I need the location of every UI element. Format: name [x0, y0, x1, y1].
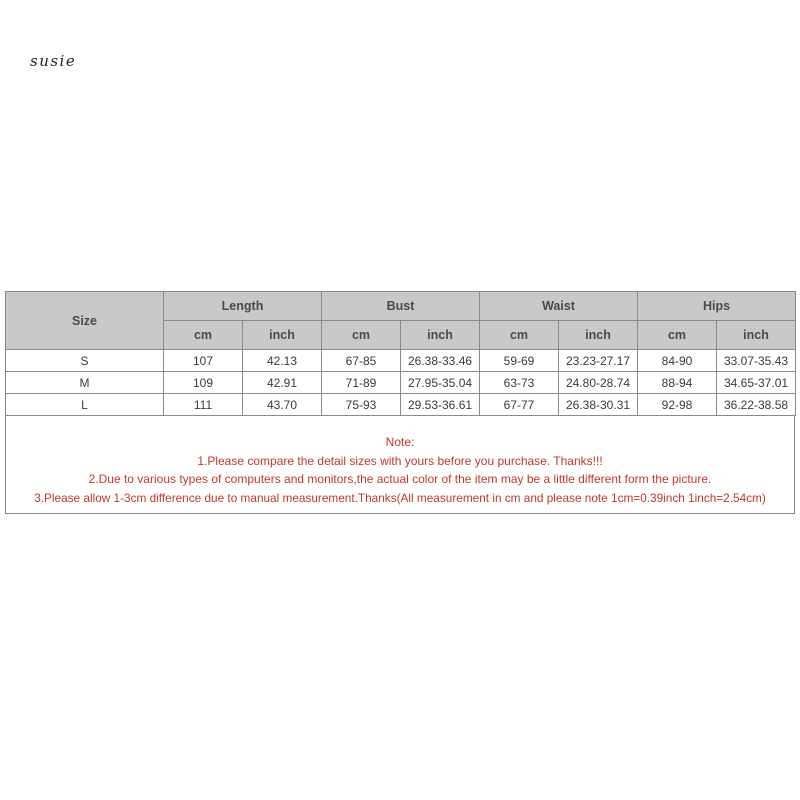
table-cell: 75-93	[322, 394, 401, 416]
table-cell: 71-89	[322, 372, 401, 394]
unit-header: inch	[559, 321, 638, 350]
unit-header: inch	[401, 321, 480, 350]
table-cell: 109	[164, 372, 243, 394]
unit-header: cm	[638, 321, 717, 350]
table-cell: 26.38-33.46	[401, 350, 480, 372]
table-cell: 33.07-35.43	[717, 350, 796, 372]
size-label-cell: L	[6, 394, 164, 416]
table-cell: 63-73	[480, 372, 559, 394]
table-cell: 111	[164, 394, 243, 416]
table-cell: 67-85	[322, 350, 401, 372]
unit-header: inch	[717, 321, 796, 350]
bust-header: Bust	[322, 292, 480, 321]
unit-header: cm	[480, 321, 559, 350]
brand-watermark: susie	[30, 52, 77, 70]
size-label-cell: S	[6, 350, 164, 372]
table-cell: 26.38-30.31	[559, 394, 638, 416]
table-cell: 59-69	[480, 350, 559, 372]
size-chart	[5, 291, 795, 514]
size-column-header: Size	[6, 292, 164, 350]
table-row	[6, 350, 796, 372]
table-cell: 42.91	[243, 372, 322, 394]
table-cell: 23.23-27.17	[559, 350, 638, 372]
size-label-cell: M	[6, 372, 164, 394]
note-line: 1.Please compare the detail sizes with yours before you purchase. Thanks!!!	[197, 453, 603, 468]
table-row	[6, 394, 796, 416]
note-line: 3.Please allow 1-3cm difference due to manual measurement.Thanks(All measurement in cm and please note 1cm=0.39inch 1inch=2.54cm)	[34, 490, 766, 505]
table-cell: 42.13	[243, 350, 322, 372]
waist-header: Waist	[480, 292, 638, 321]
group-header-row	[6, 292, 796, 321]
size-table	[5, 291, 796, 416]
table-cell: 43.70	[243, 394, 322, 416]
notes-section	[5, 416, 795, 514]
note-title: Note:	[385, 435, 415, 449]
table-cell: 107	[164, 350, 243, 372]
unit-header: cm	[322, 321, 401, 350]
table-cell: 92-98	[638, 394, 717, 416]
table-cell: 34.65-37.01	[717, 372, 796, 394]
table-cell: 27.95-35.04	[401, 372, 480, 394]
unit-header: inch	[243, 321, 322, 350]
note-line: 2.Due to various types of computers and monitors,the actual color of the item may be a little different form the picture.	[88, 472, 712, 486]
table-cell: 67-77	[480, 394, 559, 416]
table-cell: 84-90	[638, 350, 717, 372]
table-row	[6, 372, 796, 394]
table-cell: 29.53-36.61	[401, 394, 480, 416]
table-cell: 36.22-38.58	[717, 394, 796, 416]
length-header: Length	[164, 292, 322, 321]
table-cell: 88-94	[638, 372, 717, 394]
table-cell: 24.80-28.74	[559, 372, 638, 394]
unit-header: cm	[164, 321, 243, 350]
hips-header: Hips	[638, 292, 796, 321]
